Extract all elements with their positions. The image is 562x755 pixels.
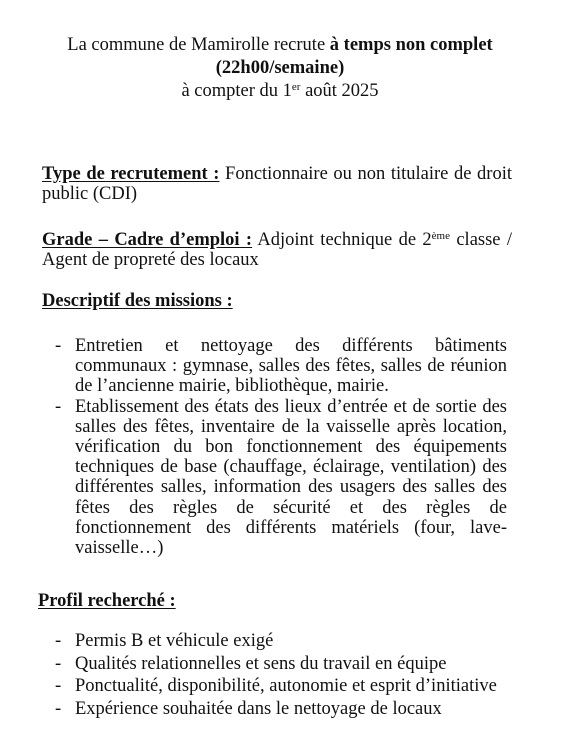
list-bullet: - <box>55 676 62 696</box>
list-item <box>55 653 525 676</box>
recruitment-type-value: Fonctionnaire ou non titulaire de droit public (CDI) <box>42 164 512 204</box>
profile-title: Profil recherché : <box>38 591 176 611</box>
header-hours-text: (22h00/semaine) <box>215 58 345 78</box>
list-bullet: - <box>55 653 62 674</box>
document-header <box>30 34 530 103</box>
list-item-text: Expérience souhaitée dans le nettoyage de locaux <box>75 698 442 719</box>
missions-list <box>55 336 507 558</box>
list-bullet: - <box>55 396 62 417</box>
grade-value-prefix: Adjoint technique de 2 <box>252 230 432 250</box>
header-line-2 <box>30 57 530 80</box>
missions-title: Descriptif des missions : <box>42 291 233 311</box>
grade-section <box>42 230 512 270</box>
list-bullet: - <box>55 336 62 356</box>
list-item <box>55 698 525 721</box>
grade-value-suffix: classe / Agent de propreté des locaux <box>42 230 513 270</box>
header-start-date-suffix: août 2025 <box>300 81 379 101</box>
grade-value-sup: ème <box>431 230 450 242</box>
list-item-text: Permis B et véhicule exigé <box>75 631 274 651</box>
list-bullet: - <box>55 631 62 651</box>
grade-label: Grade – Cadre d’emploi : <box>42 230 253 250</box>
recruitment-type-section <box>42 164 512 204</box>
list-item <box>55 336 507 397</box>
list-item-text: Qualités relationnelles et sens du travail en équipe <box>75 653 447 674</box>
list-item-text: Etablissement des états des lieux d’entrée et de sortie des salles des fêtes, inventaire de la vaisselle après location, vérification du bon fonctionnement des équipements techniques de base (chauffage, éclairage, ventilation) des différentes salles, information des usagers des salles des fêtes des règles de sécurité et des règles de fonctionnement des différents matériels (four, lave-vaisselle…) <box>75 396 507 559</box>
header-line-1 <box>30 34 530 57</box>
header-start-date-prefix: à compter du 1 <box>181 81 292 101</box>
list-item <box>55 675 525 698</box>
header-part-time-text: à temps non complet <box>329 35 493 55</box>
header-line-3 <box>30 80 530 103</box>
list-item <box>55 630 525 653</box>
list-item-text: Ponctualité, disponibilité, autonomie et esprit d’initiative <box>75 676 497 696</box>
list-item <box>55 397 507 559</box>
header-intro-text: La commune de Mamirolle recrute <box>67 35 330 55</box>
list-bullet: - <box>55 698 62 719</box>
header-start-date-sup: er <box>291 81 301 93</box>
list-item-text: Entretien et nettoyage des différents bâtiments communaux : gymnase, salles des fêtes, salles de réunion de l’ancienne mairie, bibliothèque, mairie. <box>75 336 507 397</box>
recruitment-type-label: Type de recrutement : <box>42 164 220 184</box>
profile-list <box>55 630 525 720</box>
